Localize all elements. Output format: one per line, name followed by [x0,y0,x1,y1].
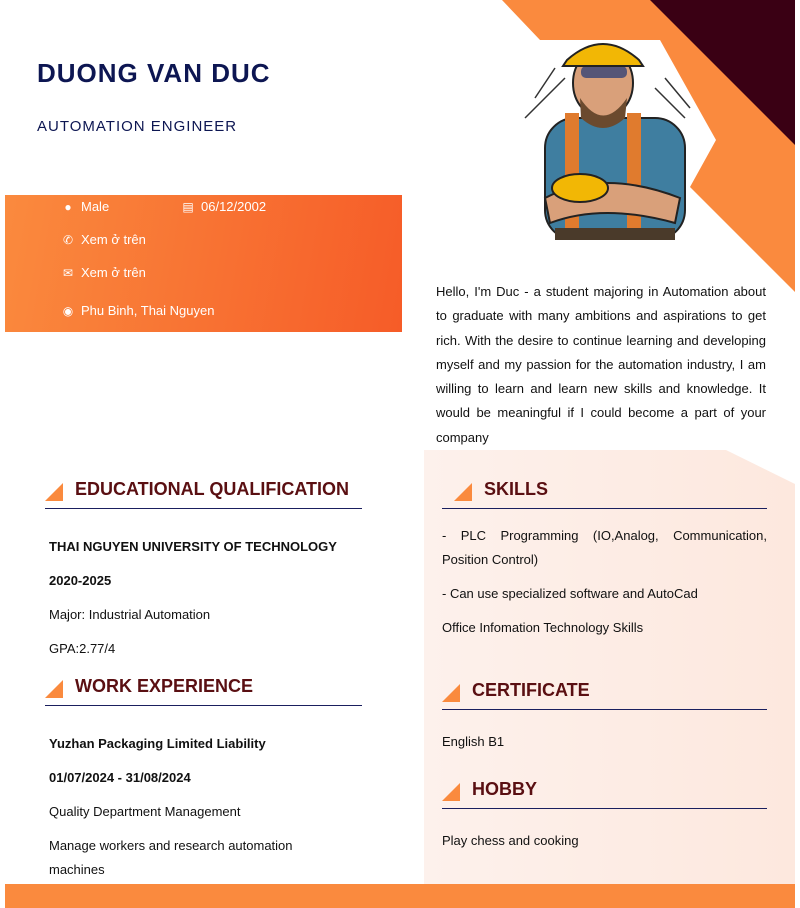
skill-item: - PLC Programming (IO,Analog, Communication, Position Control) [442,528,767,567]
right-column-background [424,450,795,884]
phone-icon: ✆ [62,232,74,247]
about-me: Hello, I'm Duc - a student majoring in Automation about to graduate with many ambitions and aspirations to get rich. With the desire to continue learning and developing myself and my passion for the automation industry, I am willing to learn and learn new skills and knowledge. It would be meaningful if I could become a part of your company [436,284,766,445]
footer-bar [5,884,795,908]
location-pin-icon: ◉ [62,303,74,318]
contact-panel [5,195,402,332]
email: Xem ở trên [81,265,146,280]
triangle-icon [45,680,63,698]
gpa: GPA:2.77/4 [49,641,116,656]
education-heading: EDUCATIONAL QUALIFICATION [45,479,362,509]
job-title: AUTOMATION ENGINEER [37,118,238,135]
skill-item: - Can use specialized software and AutoCad [442,586,698,601]
skill-item: Office Infomation Technology Skills [442,620,644,635]
company: Yuzhan Packaging Limited Liability [49,736,266,751]
gender: Male [81,199,110,214]
birthday: 06/12/2002 [201,199,267,214]
birthday-cake-icon: ▤ [182,199,194,214]
hobby-item: Play chess and cooking [442,833,579,848]
address: Phu Binh, Thai Nguyen [81,303,215,318]
work-role: Quality Department Management [49,804,241,819]
work-description: Manage workers and research automation machines [49,838,293,877]
certificate-item: English B1 [442,734,505,749]
work-heading: WORK EXPERIENCE [45,676,362,706]
triangle-icon [454,483,472,501]
work-dates: 01/07/2024 - 31/08/2024 [49,770,191,785]
phone: Xem ở trên [81,232,146,247]
candidate-name: DUONG VAN DUC [37,58,271,88]
triangle-icon [442,783,460,801]
skills-heading: SKILLS [442,479,767,509]
education-years: 2020-2025 [49,573,112,588]
triangle-icon [45,483,63,501]
email-icon: ✉ [62,265,74,280]
profile-illustration [505,38,695,240]
hobby-heading: HOBBY [442,779,767,809]
certificate-heading: CERTIFICATE [442,680,767,710]
user-icon: ● [64,199,72,214]
triangle-icon [442,684,460,702]
major: Major: Industrial Automation [49,607,211,622]
school: THAI NGUYEN UNIVERSITY OF TECHNOLOGY [49,539,337,554]
